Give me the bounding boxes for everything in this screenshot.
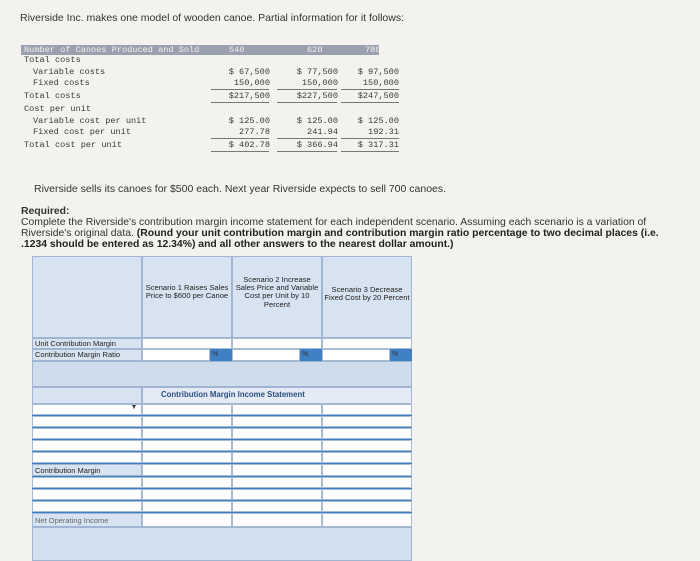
underline (341, 138, 399, 139)
statement-input[interactable] (322, 416, 412, 427)
net-operating-income-scenario-1-input[interactable] (142, 513, 232, 527)
statement-input[interactable] (322, 489, 412, 500)
table-row: Cost per unit (24, 104, 92, 114)
statement-label-input[interactable] (32, 416, 142, 427)
statement-input[interactable] (142, 416, 232, 427)
statement-input[interactable] (232, 428, 322, 439)
underline (277, 89, 337, 90)
statement-input[interactable] (322, 428, 412, 439)
underline (277, 138, 337, 139)
cm-income-statement-title: Contribution Margin Income Statement (142, 387, 412, 404)
table-row: Total cost per unit $ 402.78 $ 366.94 $ 317.31 (24, 140, 399, 150)
statement-input[interactable] (142, 489, 232, 500)
statement-input[interactable] (142, 477, 232, 488)
cm-ratio-scenario-2-input[interactable] (232, 349, 300, 361)
statement-input[interactable] (322, 452, 412, 463)
grid-bottom-area (32, 527, 412, 561)
cm-ratio-scenario-1-input[interactable] (142, 349, 210, 361)
underline (341, 89, 399, 90)
statement-label-input[interactable] (32, 428, 142, 439)
statement-label-input[interactable] (32, 477, 142, 488)
net-operating-income-scenario-3-input[interactable] (322, 513, 412, 527)
statement-input[interactable] (232, 501, 322, 512)
percent-sign: % (302, 351, 309, 358)
double-underline (211, 151, 269, 152)
net-operating-income-scenario-2-input[interactable] (232, 513, 322, 527)
statement-input[interactable] (142, 452, 232, 463)
statement-input[interactable] (322, 501, 412, 512)
spacer-row (32, 361, 412, 387)
statement-input[interactable] (322, 440, 412, 451)
unit-cm-label: Unit Contribution Margin (35, 339, 116, 348)
statement-input[interactable] (232, 477, 322, 488)
statement-input[interactable] (232, 416, 322, 427)
unit-cm-scenario-1-input[interactable] (142, 338, 232, 349)
unit-cm-scenario-3-input[interactable] (322, 338, 412, 349)
unit-cm-scenario-2-input[interactable] (232, 338, 322, 349)
table-row: Variable costs $ 67,500 $ 77,500 $ 97,500 (33, 67, 399, 77)
statement-input[interactable] (232, 452, 322, 463)
statement-input[interactable] (322, 477, 412, 488)
contribution-margin-label: Contribution Margin (35, 466, 101, 475)
statement-input[interactable] (232, 404, 322, 415)
scenario-1-label: Scenario 1 Raises Sales Price to $600 per Canoe (145, 283, 229, 301)
statement-input[interactable] (142, 501, 232, 512)
statement-label-input[interactable] (32, 452, 142, 463)
statement-input[interactable] (142, 428, 232, 439)
statement-label-input[interactable] (32, 440, 142, 451)
contribution-margin-scenario-2-input[interactable] (232, 464, 322, 476)
table-row: Total costs (24, 55, 81, 65)
statement-label-select[interactable] (32, 404, 142, 415)
table-header: Number of Canoes Produced and Sold 540 620 780 (21, 45, 379, 55)
contribution-margin-scenario-3-input[interactable] (322, 464, 412, 476)
scenario-3-label: Scenario 3 Decrease Fixed Cost by 20 Percent (324, 285, 410, 303)
cm-ratio-label: Contribution Margin Ratio (35, 350, 121, 359)
statement-label-input[interactable] (32, 501, 142, 512)
double-underline (277, 151, 337, 152)
header-blank-cell (32, 256, 142, 338)
sales-assumption-text: Riverside sells its canoes for $500 each. Next year Riverside expects to sell 700 canoes. (34, 183, 447, 195)
scenario-2-label: Scenario 2 Increase Sales Price and Variable Cost per Unit by 10 Percent (235, 275, 319, 309)
statement-input[interactable] (322, 404, 412, 415)
statement-input[interactable] (142, 440, 232, 451)
intro-text: Riverside Inc. makes one model of wooden canoe. Partial information for it follows: (20, 12, 405, 24)
double-underline (211, 102, 269, 103)
table-row: Variable cost per unit $ 125.00 $ 125.00 $ 125.00 (33, 116, 399, 126)
table-row: Fixed cost per unit 277.78 241.94 192.31 (33, 127, 399, 137)
underline (211, 138, 269, 139)
chevron-down-icon[interactable]: ▼ (130, 404, 138, 411)
net-operating-income-label: Net Operating Income (35, 516, 109, 525)
double-underline (341, 151, 399, 152)
required-text: Complete the Riverside's contribution margin income statement for each independent scenario. Assuming each scenario is a variation of Riverside's original data. (21, 217, 647, 239)
required-heading: Required: (21, 206, 70, 217)
rounding-note: (Round your unit contribution margin and contribution margin ratio percentage to two decimal places (i.e. .1234 should be entered as 12.34%) and all other answers to the nearest dollar amount.) (21, 228, 659, 250)
double-underline (341, 102, 399, 103)
percent-sign: % (212, 351, 219, 358)
answer-grid (32, 256, 412, 561)
contribution-margin-scenario-1-input[interactable] (142, 464, 232, 476)
double-underline (277, 102, 337, 103)
table-row: Fixed costs 150,000 150,000 150,000 (33, 78, 399, 88)
underline (211, 89, 269, 90)
section-left-cell (32, 387, 142, 404)
statement-input[interactable] (232, 440, 322, 451)
statement-input[interactable] (232, 489, 322, 500)
percent-sign: % (392, 351, 399, 358)
required-instructions (21, 206, 681, 250)
table-row: Total costs $217,500 $227,500 $247,500 (24, 91, 399, 101)
statement-input[interactable] (142, 404, 232, 415)
statement-label-input[interactable] (32, 489, 142, 500)
cm-ratio-scenario-3-input[interactable] (322, 349, 390, 361)
